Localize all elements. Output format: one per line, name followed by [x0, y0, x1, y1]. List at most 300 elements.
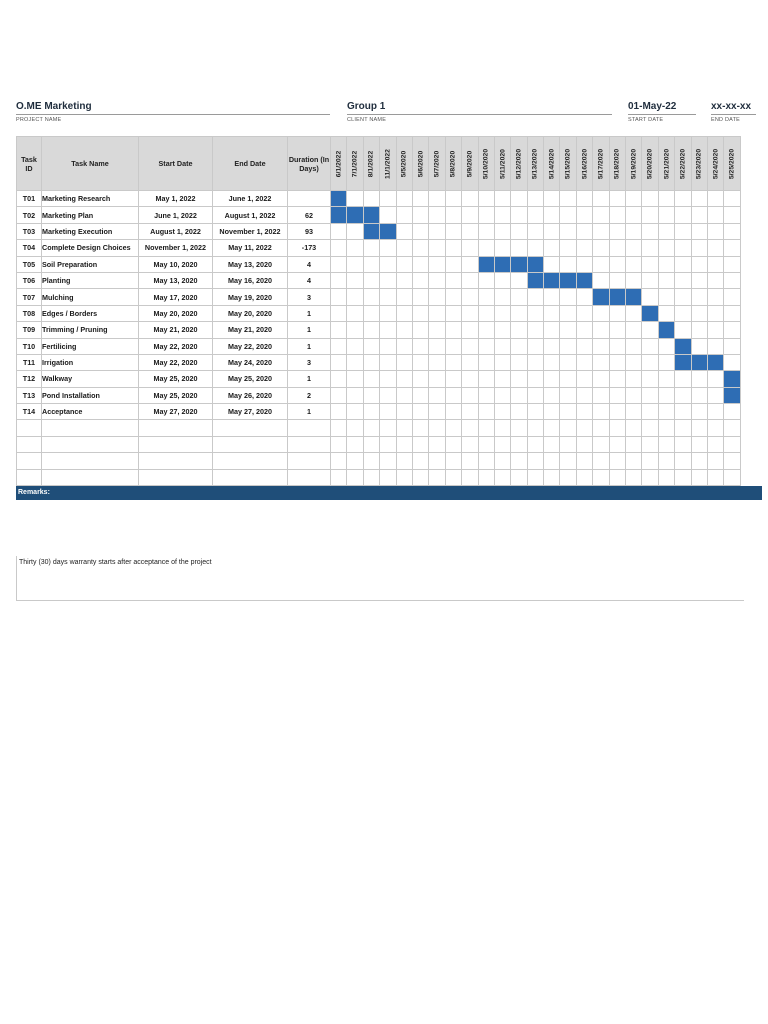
gantt-cell — [560, 354, 576, 370]
empty-cell — [380, 436, 396, 452]
gantt-cell — [626, 223, 642, 239]
gantt-cell — [609, 338, 625, 354]
timeline-date-label: 8/1/2022 — [367, 150, 375, 177]
gantt-cell — [363, 338, 379, 354]
client-name-label: CLIENT NAME — [347, 117, 387, 123]
gantt-cell — [724, 338, 740, 354]
gantt-cell — [462, 322, 478, 338]
gantt-cell — [478, 289, 494, 305]
gantt-cell — [560, 256, 576, 272]
gantt-cell — [593, 387, 609, 403]
gantt-cell — [412, 207, 428, 223]
task-row — [17, 322, 741, 338]
task-id: T05 — [17, 256, 42, 272]
gantt-cell — [363, 371, 379, 387]
gantt-cell — [527, 404, 543, 420]
gantt-cell — [560, 404, 576, 420]
empty-cell — [609, 420, 625, 436]
task-id: T13 — [17, 387, 42, 403]
empty-cell — [511, 469, 527, 485]
project-name-value: O.ME Marketing — [16, 101, 330, 115]
gantt-cell — [544, 305, 560, 321]
gantt-bar-cell — [527, 272, 543, 288]
task-start-date: June 1, 2022 — [139, 207, 213, 223]
gantt-cell — [347, 223, 363, 239]
gantt-cell — [642, 387, 658, 403]
gantt-cell — [462, 354, 478, 370]
gantt-cell — [363, 191, 379, 207]
gantt-cell — [544, 338, 560, 354]
empty-cell — [511, 453, 527, 469]
gantt-cell — [511, 305, 527, 321]
empty-cell — [691, 420, 707, 436]
task-id: T04 — [17, 240, 42, 256]
gantt-cell — [576, 387, 592, 403]
gantt-cell — [576, 240, 592, 256]
gantt-cell — [347, 354, 363, 370]
empty-cell — [675, 436, 691, 452]
task-row — [17, 305, 741, 321]
gantt-cell — [429, 354, 445, 370]
gantt-cell — [380, 191, 396, 207]
gantt-cell — [691, 289, 707, 305]
gantt-cell — [347, 256, 363, 272]
timeline-date-label: 5/11/2020 — [499, 148, 507, 179]
gantt-cell — [724, 223, 740, 239]
gantt-cell — [380, 322, 396, 338]
gantt-bar-cell — [675, 354, 691, 370]
task-name: Marketing Plan — [42, 207, 139, 223]
gantt-cell — [576, 223, 592, 239]
gantt-cell — [494, 272, 510, 288]
gantt-cell — [494, 322, 510, 338]
gantt-cell — [445, 289, 461, 305]
gantt-cell — [724, 207, 740, 223]
gantt-cell — [609, 404, 625, 420]
gantt-cell — [412, 256, 428, 272]
gantt-bar-cell — [494, 256, 510, 272]
gantt-cell — [331, 338, 347, 354]
gantt-cell — [642, 272, 658, 288]
empty-cell — [609, 469, 625, 485]
gantt-cell — [544, 191, 560, 207]
empty-cell — [213, 436, 288, 452]
empty-cell — [347, 453, 363, 469]
gantt-cell — [691, 322, 707, 338]
empty-cell — [396, 420, 412, 436]
gantt-cell — [331, 272, 347, 288]
gantt-cell — [560, 191, 576, 207]
empty-cell — [445, 420, 461, 436]
gantt-cell — [511, 404, 527, 420]
gantt-cell — [347, 191, 363, 207]
gantt-cell — [412, 371, 428, 387]
gantt-bar-cell — [560, 272, 576, 288]
gantt-bar-cell — [363, 223, 379, 239]
timeline-date-header — [511, 137, 527, 191]
gantt-cell — [560, 240, 576, 256]
gantt-cell — [544, 322, 560, 338]
empty-cell — [642, 453, 658, 469]
gantt-cell — [658, 207, 674, 223]
gantt-bar-cell — [626, 289, 642, 305]
end-date-field — [711, 101, 756, 123]
gantt-cell — [593, 223, 609, 239]
gantt-cell — [593, 354, 609, 370]
empty-cell — [396, 453, 412, 469]
gantt-cell — [347, 338, 363, 354]
gantt-cell — [642, 223, 658, 239]
gantt-cell — [593, 207, 609, 223]
empty-cell — [576, 469, 592, 485]
gantt-cell — [675, 191, 691, 207]
empty-cell — [17, 420, 42, 436]
empty-cell — [288, 469, 331, 485]
timeline-date-header — [609, 137, 625, 191]
task-start-date: August 1, 2022 — [139, 223, 213, 239]
empty-cell — [642, 420, 658, 436]
gantt-cell — [347, 289, 363, 305]
gantt-cell — [396, 191, 412, 207]
gantt-cell — [691, 272, 707, 288]
gantt-cell — [527, 207, 543, 223]
empty-cell — [626, 436, 642, 452]
gantt-cell — [412, 322, 428, 338]
gantt-cell — [494, 354, 510, 370]
task-name: Planting — [42, 272, 139, 288]
empty-cell — [17, 436, 42, 452]
empty-cell — [213, 420, 288, 436]
task-end-date: May 20, 2020 — [213, 305, 288, 321]
gantt-cell — [396, 354, 412, 370]
task-end-date: June 1, 2022 — [213, 191, 288, 207]
gantt-cell — [429, 305, 445, 321]
gantt-cell — [691, 240, 707, 256]
task-id: T07 — [17, 289, 42, 305]
gantt-cell — [396, 387, 412, 403]
gantt-cell — [576, 191, 592, 207]
gantt-cell — [347, 240, 363, 256]
gantt-cell — [445, 338, 461, 354]
gantt-cell — [707, 338, 723, 354]
gantt-cell — [412, 404, 428, 420]
gantt-cell — [412, 191, 428, 207]
gantt-cell — [707, 272, 723, 288]
gantt-cell — [380, 256, 396, 272]
gantt-cell — [429, 223, 445, 239]
empty-cell — [691, 469, 707, 485]
gantt-cell — [478, 338, 494, 354]
gantt-cell — [363, 240, 379, 256]
empty-cell — [494, 453, 510, 469]
gantt-cell — [576, 404, 592, 420]
timeline-date-header — [593, 137, 609, 191]
task-name: Pond Installation — [42, 387, 139, 403]
gantt-cell — [445, 387, 461, 403]
gantt-cell — [363, 272, 379, 288]
gantt-cell — [642, 338, 658, 354]
gantt-cell — [626, 305, 642, 321]
timeline-date-header — [642, 137, 658, 191]
task-start-date: May 25, 2020 — [139, 371, 213, 387]
gantt-cell — [511, 322, 527, 338]
gantt-cell — [494, 371, 510, 387]
gantt-cell — [494, 207, 510, 223]
empty-row — [17, 469, 741, 485]
gantt-cell — [380, 272, 396, 288]
task-start-date: May 10, 2020 — [139, 256, 213, 272]
timeline-date-header — [658, 137, 674, 191]
empty-cell — [288, 453, 331, 469]
gantt-cell — [675, 207, 691, 223]
gantt-cell — [478, 354, 494, 370]
gantt-cell — [609, 371, 625, 387]
gantt-cell — [511, 191, 527, 207]
empty-cell — [42, 436, 139, 452]
task-id: T12 — [17, 371, 42, 387]
empty-cell — [494, 436, 510, 452]
task-start-date: May 22, 2020 — [139, 354, 213, 370]
gantt-cell — [462, 240, 478, 256]
empty-cell — [707, 420, 723, 436]
task-row — [17, 256, 741, 272]
gantt-cell — [527, 240, 543, 256]
gantt-cell — [642, 354, 658, 370]
empty-cell — [675, 420, 691, 436]
gantt-cell — [412, 387, 428, 403]
gantt-bar-cell — [675, 338, 691, 354]
timeline-date-header — [445, 137, 461, 191]
gantt-cell — [691, 387, 707, 403]
gantt-cell — [658, 256, 674, 272]
gantt-cell — [462, 207, 478, 223]
timeline-date-label: 5/22/2020 — [679, 148, 687, 179]
gantt-cell — [363, 354, 379, 370]
task-end-date: May 26, 2020 — [213, 387, 288, 403]
gantt-cell — [445, 272, 461, 288]
gantt-bar-cell — [363, 207, 379, 223]
gantt-cell — [527, 371, 543, 387]
gantt-cell — [658, 354, 674, 370]
empty-cell — [626, 420, 642, 436]
empty-cell — [462, 420, 478, 436]
empty-cell — [609, 453, 625, 469]
gantt-cell — [429, 289, 445, 305]
gantt-cell — [445, 322, 461, 338]
task-id-header: Task ID — [17, 137, 42, 191]
gantt-cell — [380, 289, 396, 305]
timeline-date-label: 7/1/2022 — [351, 150, 359, 177]
empty-cell — [658, 420, 674, 436]
empty-cell — [724, 436, 740, 452]
gantt-cell — [707, 404, 723, 420]
gantt-bar-cell — [527, 256, 543, 272]
gantt-cell — [445, 371, 461, 387]
gantt-cell — [576, 354, 592, 370]
gantt-cell — [412, 240, 428, 256]
gantt-cell — [560, 338, 576, 354]
task-start-date: May 25, 2020 — [139, 387, 213, 403]
gantt-cell — [445, 191, 461, 207]
gantt-cell — [707, 191, 723, 207]
gantt-cell — [626, 256, 642, 272]
empty-cell — [626, 469, 642, 485]
gantt-cell — [658, 240, 674, 256]
gantt-cell — [626, 371, 642, 387]
gantt-cell — [347, 371, 363, 387]
gantt-cell — [642, 404, 658, 420]
task-row — [17, 371, 741, 387]
gantt-cell — [445, 256, 461, 272]
task-name: Marketing Research — [42, 191, 139, 207]
gantt-cell — [724, 354, 740, 370]
gantt-cell — [478, 404, 494, 420]
client-name-value: Group 1 — [347, 101, 612, 115]
gantt-cell — [462, 191, 478, 207]
gantt-cell — [691, 191, 707, 207]
gantt-cell — [478, 207, 494, 223]
timeline-date-header — [331, 137, 347, 191]
task-name: Fertilicing — [42, 338, 139, 354]
gantt-cell — [462, 305, 478, 321]
empty-cell — [429, 436, 445, 452]
gantt-cell — [593, 191, 609, 207]
gantt-cell — [691, 371, 707, 387]
gantt-cell — [658, 371, 674, 387]
gantt-cell — [675, 223, 691, 239]
gantt-cell — [707, 256, 723, 272]
client-name-field — [347, 101, 612, 123]
gantt-cell — [445, 354, 461, 370]
timeline-date-header — [380, 137, 396, 191]
empty-cell — [560, 469, 576, 485]
gantt-cell — [593, 322, 609, 338]
empty-cell — [544, 469, 560, 485]
task-row — [17, 404, 741, 420]
empty-cell — [396, 436, 412, 452]
empty-cell — [429, 469, 445, 485]
gantt-cell — [675, 256, 691, 272]
gantt-cell — [347, 305, 363, 321]
gantt-cell — [560, 289, 576, 305]
empty-cell — [707, 453, 723, 469]
gantt-cell — [626, 207, 642, 223]
gantt-cell — [626, 404, 642, 420]
empty-cell — [642, 436, 658, 452]
duration-header: Duration (In Days) — [288, 137, 331, 191]
gantt-cell — [527, 338, 543, 354]
gantt-cell — [494, 191, 510, 207]
empty-cell — [544, 436, 560, 452]
gantt-cell — [675, 322, 691, 338]
gantt-cell — [626, 240, 642, 256]
gantt-cell — [675, 305, 691, 321]
gantt-cell — [707, 387, 723, 403]
empty-cell — [560, 436, 576, 452]
gantt-cell — [494, 305, 510, 321]
empty-cell — [527, 420, 543, 436]
task-row — [17, 240, 741, 256]
gantt-cell — [658, 305, 674, 321]
task-name: Acceptance — [42, 404, 139, 420]
gantt-cell — [331, 322, 347, 338]
empty-cell — [42, 420, 139, 436]
gantt-cell — [544, 240, 560, 256]
gantt-cell — [707, 207, 723, 223]
empty-cell — [724, 453, 740, 469]
task-row — [17, 289, 741, 305]
timeline-date-header — [691, 137, 707, 191]
empty-cell — [626, 453, 642, 469]
task-name: Walkway — [42, 371, 139, 387]
gantt-cell — [445, 240, 461, 256]
gantt-cell — [396, 404, 412, 420]
task-start-date: May 17, 2020 — [139, 289, 213, 305]
gantt-cell — [691, 305, 707, 321]
gantt-bar-cell — [380, 223, 396, 239]
gantt-cell — [724, 256, 740, 272]
gantt-cell — [642, 371, 658, 387]
gantt-cell — [331, 256, 347, 272]
start-date-header: Start Date — [139, 137, 213, 191]
gantt-cell — [544, 207, 560, 223]
task-duration: 1 — [288, 404, 331, 420]
remarks-box — [16, 556, 744, 601]
gantt-cell — [626, 387, 642, 403]
gantt-cell — [363, 256, 379, 272]
gantt-cell — [576, 256, 592, 272]
gantt-cell — [609, 354, 625, 370]
gantt-cell — [544, 387, 560, 403]
empty-cell — [363, 469, 379, 485]
empty-cell — [363, 436, 379, 452]
gantt-cell — [396, 240, 412, 256]
timeline-date-label: 5/7/2020 — [433, 150, 441, 177]
gantt-cell — [593, 371, 609, 387]
task-row — [17, 354, 741, 370]
empty-cell — [593, 436, 609, 452]
gantt-cell — [527, 322, 543, 338]
timeline-date-label: 5/14/2020 — [548, 148, 556, 179]
empty-cell — [412, 420, 428, 436]
task-name: Trimming / Pruning — [42, 322, 139, 338]
task-id: T06 — [17, 272, 42, 288]
empty-cell — [445, 436, 461, 452]
gantt-cell — [609, 272, 625, 288]
empty-cell — [331, 453, 347, 469]
gantt-cell — [478, 191, 494, 207]
empty-cell — [139, 469, 213, 485]
gantt-cell — [462, 289, 478, 305]
empty-cell — [707, 436, 723, 452]
task-end-date: May 22, 2020 — [213, 338, 288, 354]
timeline-date-header — [724, 137, 740, 191]
task-duration: 3 — [288, 354, 331, 370]
timeline-date-header — [347, 137, 363, 191]
empty-cell — [380, 420, 396, 436]
timeline-date-label: 5/8/2020 — [449, 150, 457, 177]
empty-cell — [462, 469, 478, 485]
gantt-cell — [593, 404, 609, 420]
timeline-date-label: 5/6/2020 — [417, 150, 425, 177]
empty-cell — [576, 420, 592, 436]
empty-cell — [139, 436, 213, 452]
gantt-cell — [478, 272, 494, 288]
empty-cell — [724, 469, 740, 485]
gantt-cell — [511, 207, 527, 223]
empty-cell — [347, 469, 363, 485]
task-name: Edges / Borders — [42, 305, 139, 321]
